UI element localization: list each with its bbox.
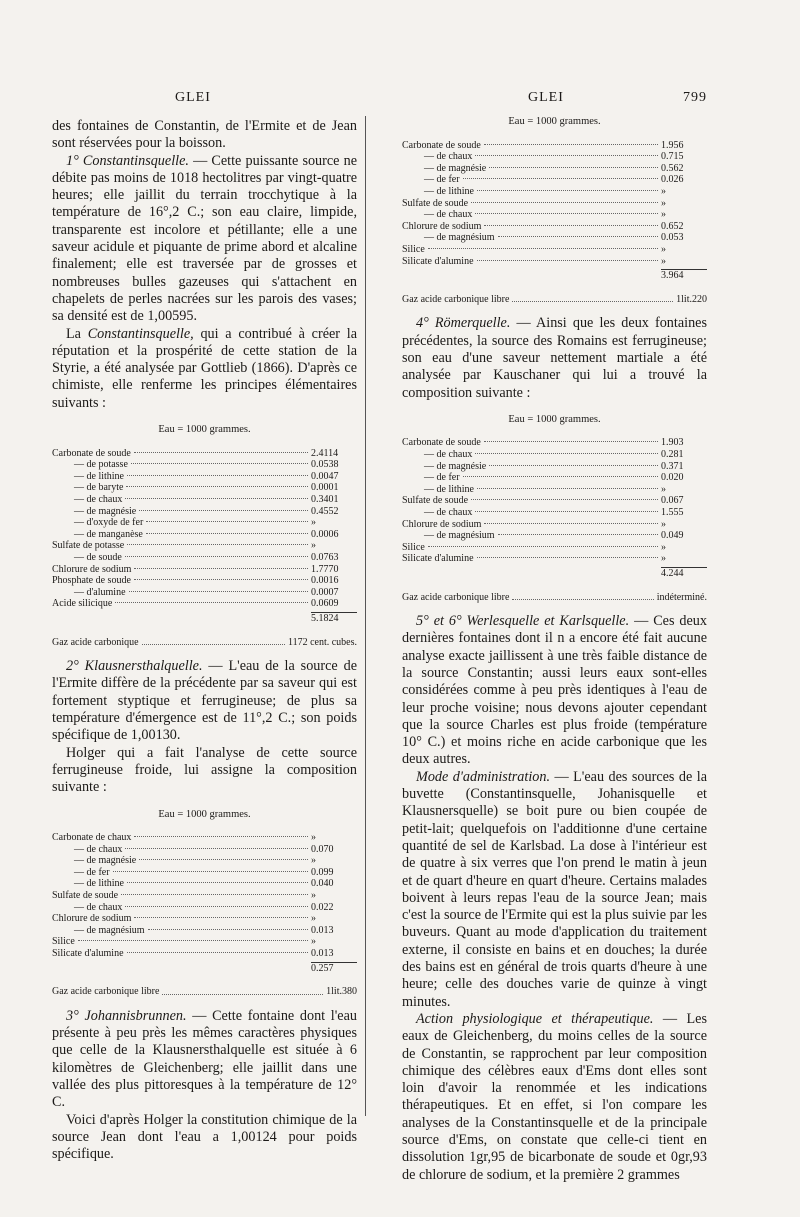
row-value: 0.049 [661,530,684,542]
paragraph: 1° Constantinsquelle. — Cette puissante source ne débite pas moins de 1018 hectolitres par vingt-quatre heures; elle jaillit du terrain trocchytique à la température de 16°,2 C.; son eau claire, limpide, transparente est incolore et pétillante; elle a une saveur acidule et piquante de prime abord et alcaline finalement; elle est traversée par de grosses et nombreuses bulles gazeuses qui s'attachent en chapelets de perles nacrées sur les parois des vases; sa densité est de 1,00595. [52,152,358,325]
table-row [52,540,357,552]
row-value: » [311,832,316,844]
leader-dots [129,591,308,592]
row-value: 0.562 [661,162,684,174]
table-row [402,244,707,256]
leader-dots [484,225,658,226]
row-label: — de chaux [424,209,473,221]
row-label: — de fer [74,866,110,878]
row-value: » [661,255,666,267]
row-label: — de baryte [74,482,124,494]
leader-dots [115,602,308,603]
table-row [402,495,707,507]
leader-dots [148,929,308,930]
table-row [52,832,357,844]
row-value: 0.0763 [311,551,339,563]
table-total: 4.244 [661,567,684,579]
table-row [52,913,357,925]
row-label: — de magnésie [424,162,487,174]
row-label: — de soude [74,551,122,563]
leader-dots [498,534,658,535]
leader-dots [121,894,308,895]
row-label: Silice [402,541,425,553]
table-row [402,553,707,565]
table-caption: Eau = 1000 grammes. [508,116,601,127]
paragraph: Action physiologique et thérapeutique. — Les eaux de Gleichenberg, du moins celles de la source de Constantin, se rapprochent par leur composition chimique des célèbres eaux d'Ems dont elles sont loin d'avoir la renommée et les indications thérapeutiques. Et en effet, si l'on compare les analyses de la Constantinsquelle et de la principale source d'Ems, on constate que celle-ci tient en dissolution 1gr,95 de bicarbonate de soude et 0gr,93 de chlorure de sodium, et la première 2 grammes [402,1010,707,1183]
table-total: 3.964 [661,270,684,282]
row-value: 0.0609 [311,598,339,610]
row-label: — de fer [424,472,460,484]
paragraph: Voici d'après Holger la constitution chimique de la source Jean dont l'eau a 1,00124 pour poids spécifique. [52,1111,357,1163]
row-label: — d'alumine [74,586,126,598]
leader-dots [127,882,308,883]
table-row [402,484,707,496]
row-value: 0.022 [311,901,334,913]
table-row [402,437,707,449]
row-value: 0.715 [661,151,684,163]
table-caption: Eau = 1000 grammes. [508,413,601,425]
table-row [402,449,707,461]
running-head-left: GLEI [175,90,211,105]
table-row [402,198,707,210]
row-value: 0.0006 [311,528,339,540]
leader-dots [134,579,308,580]
left-column [52,118,357,1164]
row-label: — de magnésium [424,232,495,244]
row-label: — de chaux [74,901,123,913]
section-heading: 5° et 6° Werlesquelle et Karlsquelle. [416,613,630,630]
table-row [52,867,357,879]
row-value: » [661,209,666,221]
paragraph: 2° Klausnersthalquelle. — L'eau de la source de l'Ermite diffère de la précédente par sa saveur qui est fortement styptique et ferrugineuse; de plus sa température d'émergence est de 11°,2 C.; son poids spécifique de 1,00130. [52,658,357,744]
row-value: 0.371 [661,460,684,472]
row-value: 0.0007 [311,586,339,598]
leader-dots [131,463,308,464]
table-total: 0.257 [311,962,334,974]
row-label: — de chaux [74,843,123,855]
table-row [402,186,707,198]
row-label: — de magnésie [74,855,137,867]
leader-dots [127,952,308,953]
row-label: — de chaux [424,151,473,163]
row-label: — de magnésie [424,460,487,472]
paragraph: La Constantinsquelle, qui a contribué à créer la réputation et la prospérité de cette station de la Styrie, a été analysée par Gottlieb (1866). D'après ce chimiste, elle renferme les principes élémentaires suivants : [52,325,357,411]
row-label: Silicate d'alumine [52,948,124,960]
row-value: 0.070 [311,843,334,855]
table-rows [402,140,707,268]
leader-dots [146,533,308,534]
row-value: 0.013 [311,924,334,936]
table-row [402,256,707,268]
gas-row: Gaz acide carbonique 1172 cent. cubes. [52,637,357,649]
row-label: Sulfate de soude [52,890,119,902]
leader-dots [484,441,658,442]
row-label: Silicate d'alumine [402,553,474,565]
table-row [402,530,707,542]
table-row [52,471,357,483]
table-row [402,472,707,484]
row-label: Chlorure de sodium [402,220,482,232]
composition-table [402,414,707,603]
row-label: Phosphate de soude [52,575,131,587]
leader-dots [126,486,308,487]
table-row [52,552,357,564]
row-value: 0.0016 [311,575,339,587]
table-row [402,209,707,221]
table-row [402,519,707,531]
row-value: » [661,518,666,530]
row-value: 0.067 [661,495,684,507]
table-row [52,844,357,856]
row-label: Carbonate de soude [402,437,481,449]
leader-dots [125,848,308,849]
row-label: Sulfate de soude [402,197,469,209]
paragraph: Holger qui a fait l'analyse de cette source ferrugineuse froide, lui assigne la composition suivante : [52,744,357,796]
table-row [52,587,357,599]
table-row [52,448,357,460]
table-row [402,151,707,163]
leader-dots [484,523,658,524]
table-row [402,542,707,554]
leader-dots [125,556,308,557]
leader-dots [475,511,658,512]
section-heading: Action physiologique et thérapeutique. [416,1010,654,1027]
row-label: — de lithine [424,483,474,495]
row-value: » [661,483,666,495]
paragraph: Mode d'administration. — L'eau des sources de la buvette (Constantinsquelle, Johanisquelle et Klausnersquelle) se boit pure ou bien coupée de petit-lait; quelquefois on l'additionne d'une certaine quantité de sel de Karlsbad. La dose à l'intérieur est de quatre à six verres que l'on prend le matin à jeun et de quart d'heure en quart d'heure. Certains malades boivent à leurs repas l'eau de la source Jean; mais c'est la source de l'Ermite qui est la plus suivie par les buveurs. Quant au mode d'application du traitement externe, il consiste en bains et en douches; la durée des bains est en général de trois quarts d'heure à une heure; celle des douches varie de quinze à vingt minutes. [402,768,707,1010]
row-label: — de chaux [424,448,473,460]
row-label: — de chaux [424,506,473,518]
leader-dots [471,499,658,500]
row-label: — de lithine [74,470,124,482]
table-row [52,855,357,867]
section-heading: 1° Constantinsquelle. [66,152,189,169]
leader-dots [471,202,658,203]
row-value: » [311,540,316,552]
row-value: 0.099 [311,866,334,878]
row-label: Carbonate de soude [402,139,481,151]
table-rows [52,448,357,610]
row-value: » [661,197,666,209]
composition-table [52,809,357,998]
row-value: 0.3401 [311,494,339,506]
table-row [52,529,357,541]
column-divider [365,116,366,1116]
leader-dots [139,510,308,511]
row-value: 0.040 [311,878,334,890]
table-caption: Eau = 1000 grammes. [158,808,251,820]
table-row [402,174,707,186]
table-row [402,461,707,473]
row-value: 1.7770 [311,563,339,575]
row-value: » [311,936,316,948]
row-value: 0.0001 [311,482,339,494]
leader-dots [134,452,308,453]
leader-dots [125,906,308,907]
row-label: — de chaux [74,494,123,506]
row-label: Carbonate de soude [52,447,131,459]
table-row [52,506,357,518]
row-value: » [661,243,666,255]
row-label: — de lithine [424,185,474,197]
leader-dots [463,178,658,179]
table-row [52,878,357,890]
paragraph: 4° Römerquelle. — Ainsi que les deux fontaines précédentes, la source des Romains est ferrugineuse; son eau d'une saveur nettement martiale a été analysée par Kauschaner qui lui a trouvé la composition suivante : [402,315,707,401]
composition-table [52,424,357,648]
row-value: » [661,541,666,553]
row-label: — de lithine [74,878,124,890]
leader-dots [78,940,308,941]
row-label: Acide silicique [52,598,113,610]
table-row [402,507,707,519]
row-value: 0.0047 [311,470,339,482]
table-row [52,925,357,937]
section-heading: Mode d'administration. [416,768,551,785]
table-row [402,232,707,244]
row-value: 1.956 [661,139,684,151]
row-value: » [661,553,666,565]
row-label: Carbonate de chaux [52,832,132,844]
section-heading: 2° Klausnersthalquelle. [66,658,203,675]
table-row [402,163,707,175]
leader-dots [477,557,658,558]
row-label: Sulfate de soude [402,495,469,507]
leader-dots [127,544,308,545]
page-number: 799 [683,90,707,105]
table-row [52,459,357,471]
leader-dots [134,917,308,918]
leader-dots [475,213,658,214]
leader-dots [477,488,658,489]
row-label: — d'oxyde de fer [74,517,144,529]
leader-dots [146,521,308,522]
leader-dots [428,248,658,249]
table-row [52,948,357,960]
table-caption: Eau = 1000 grammes. [158,424,251,436]
row-value: 2.4114 [311,447,339,459]
leader-dots [475,155,658,156]
leader-dots [475,453,658,454]
row-label: — de manganèse [74,528,143,540]
row-label: — de magnésium [424,530,495,542]
row-label: — de potasse [74,459,128,471]
leader-dots [489,465,658,466]
right-column [402,104,707,1184]
leader-dots [428,546,658,547]
table-row [52,564,357,576]
row-value: 0.652 [661,220,684,232]
leader-dots [113,871,308,872]
row-value: 0.0538 [311,459,339,471]
table-row [52,482,357,494]
row-value: » [661,185,666,197]
row-value: 0.020 [661,472,684,484]
table-row [52,936,357,948]
table-row [52,902,357,914]
row-value: 0.053 [661,232,684,244]
table-total: 5.1824 [311,612,339,624]
table-row [402,140,707,152]
row-value: » [311,890,316,902]
table-row [402,221,707,233]
leader-dots [134,568,308,569]
leader-dots [477,260,658,261]
table-row [52,890,357,902]
row-label: Silicate d'alumine [402,255,474,267]
leader-dots [489,167,658,168]
leader-dots [463,476,658,477]
row-label: Silice [52,936,75,948]
paragraph: 5° et 6° Werlesquelle et Karlsquelle. — Ces deux dernières fontaines dont il n a encore été fait aucune analyse exacte jaillissent à une très faible distance de la source Constantin; aussi leurs eaux sont-elles considérées comme à peu près identiques à l'eau de leur proche voisine; nous devons ajouter cependant que la source Charles est plus froide (température 10° C.) et moins riche en acide carbonique que les deux autres. [402,613,707,768]
running-head-right: GLEI [528,90,564,105]
table-row [52,598,357,610]
section-heading: 3° Johannisbrunnen. [66,1007,187,1024]
leader-dots [134,836,308,837]
row-label: Chlorure de sodium [52,563,132,575]
leader-dots [498,236,658,237]
leader-dots [139,859,308,860]
leader-dots [125,498,308,499]
table-row [52,575,357,587]
paragraph: 3° Johannisbrunnen. — Cette fontaine dont l'eau présente à peu près les mêmes caractères physiques que celle de la Klausnersthalquelle est située à 6 kilomètres de Gleichenberg; elle jaillit dans une vallée des plus pittoresques à la température de 12° C. [52,1007,357,1111]
row-label: Silice [402,243,425,255]
table-row [52,517,357,529]
gas-row: Gaz acide carbonique libre 1lit.220 [402,294,707,306]
row-label: — de magnésie [74,505,137,517]
row-label: Chlorure de sodium [402,518,482,530]
paragraph: des fontaines de Constantin, de l'Ermite et de Jean sont réservées pour la boisson. [52,118,357,152]
row-value: 0.281 [661,448,684,460]
row-label: — de magnésium [74,924,145,936]
composition-table [402,116,707,305]
row-value: 0.4552 [311,505,339,517]
row-value: 0.013 [311,948,334,960]
row-value: » [311,855,316,867]
gas-row: Gaz acide carbonique libre indéterminé. [402,592,707,604]
gas-row: Gaz acide carbonique libre 1lit.380 [52,986,357,998]
row-value: 1.903 [661,437,684,449]
row-value: 1.555 [661,506,684,518]
table-row [52,494,357,506]
leader-dots [484,144,658,145]
row-value: 0.026 [661,174,684,186]
row-value: » [311,913,316,925]
row-label: Sulfate de potasse [52,540,125,552]
table-rows [52,832,357,960]
row-label: — de fer [424,174,460,186]
leader-dots [477,190,658,191]
leader-dots [127,475,308,476]
table-rows [402,437,707,565]
section-heading: 4° Römerquelle. [416,315,511,332]
row-value: » [311,517,316,529]
row-label: Chlorure de sodium [52,913,132,925]
